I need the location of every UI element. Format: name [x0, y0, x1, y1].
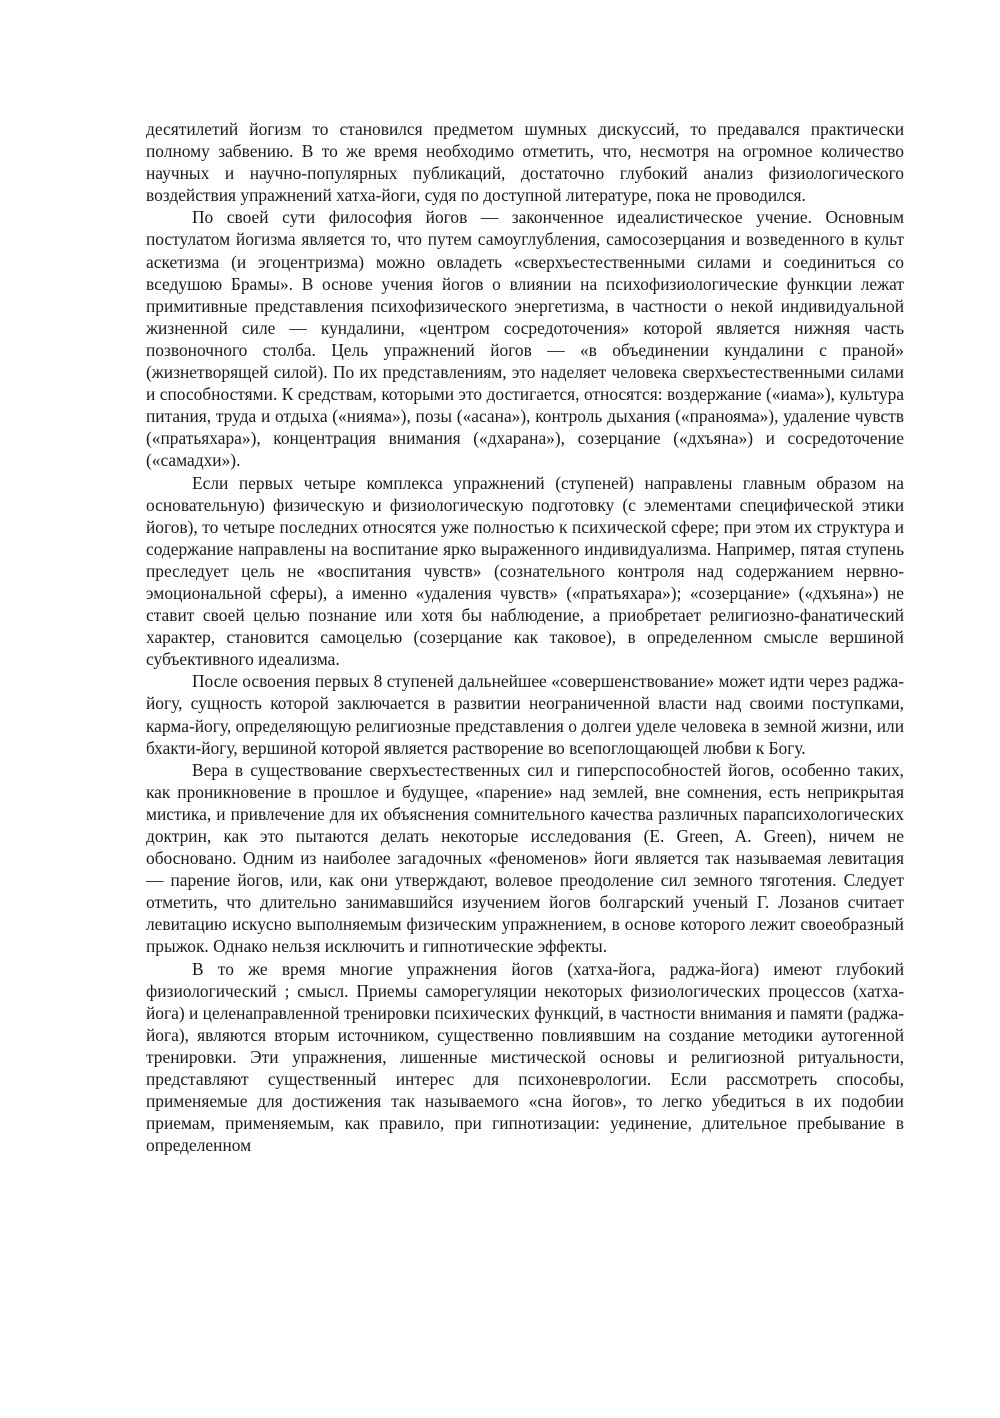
paragraph-2: По своей сути философия йогов — законченное идеалистическое учение. Основным постулатом йогизма является то, что путем самоуглубления, самосозерцания и возведенного в культ аскетизма (и эгоцентризма) можно овладеть «сверхъестественными силами и соединиться со вседушою Брамы». В основе учения йогов о влиянии на психофизиологические функции лежат примитивные представления психофизического энергетизма, в частности о некой индивидуальной жизненной силе — кундалини, «центром сосредоточения» которой является нижняя часть позвоночного столба. Цель упражнений йогов — «в объединении кундалини с праной» (жизнетворящей силой). По их представлениям, это наделяет человека сверхъестественными силами и способностями. К средствам, которыми это достигается, относятся: воздержание («иама»), культура питания, труда и отдыха («нияма»), позы («асана»), контроль дыхания («пранояма»), удаление чувств («пратьяхара»), концентрация внимания («дхарана»), созерцание («дхъяна») и сосредоточение («самадхи»). — [146, 207, 904, 471]
paragraph-1: десятилетий йогизм то становился предметом шумных дискуссий, то предавался практически полному забвению. В то же время необходимо отметить, что, несмотря на огромное количество научных и научно-популярных публикаций, достаточно глубокий анализ физиологического воздействия упражнений хатха-йоги, судя по доступной литературе, пока не проводился. — [146, 119, 904, 206]
paragraph-3: Если первых четыре комплекса упражнений (ступеней) направлены главным образом на основательную) физическую и физиологическую подготовку (с элементами специфической этики йогов), то четыре последних относятся уже полностью к психической сфере; при этом их структура и содержание направлены на воспитание ярко выраженного индивидуализма. Например, пятая ступень преследует цель не «воспитания чувств» (сознательного контроля над содержанием нервно-эмоциональной сферы), а именно «удаления чувств» («пратьяхара»); «созерцание» («дхъяна») не ставит своей целью познание или хотя бы наблюдение, а приобретает религиозно-фанатический характер, становится самоцелью (созерцание как таковое), в определенном смысле вершиной субъективного идеализма. — [146, 472, 904, 670]
body-text — [146, 118, 904, 1156]
paragraph-5: Вера в существование сверхъестественных сил и гиперспособностей йогов, особенно таких, как проникновение в прошлое и будущее, «парение» над землей, вне сомнения, есть неприкрытая мистика, и привлечение для их объяснения сомнительного качества различных парапсихологических доктрин, как это пытаются делать некоторые исследования (E. Green, A. Green), ничем не обосновано. Одним из наиболее загадочных «феноменов» йоги является так называемая левитация — парение йогов, или, как они утверждают, волевое преодоление сил земного тяготения. Следует отметить, что длительно занимавшийся изучением йогов болгарский ученый Г. Лозанов считает левитацию искусно выполняемым физическим упражнением, в основе которого лежит своеобразный прыжок. Однако нельзя исключить и гипнотические эффекты. — [146, 759, 904, 957]
paragraph-4: После освоения первых 8 ступеней дальнейшее «совершенствование» может идти через раджа-йогу, сущность которой заключается в развитии неограниченной власти над своими поступками, карма-йогу, определяющую религиозные представления о долгеи уделе человека в земной жизни, или бхакти-йогу, вершиной которой является растворение во всепоглощающей любви к Богу. — [146, 671, 904, 758]
paragraph-6: В то же время многие упражнения йогов (хатха-йога, раджа-йога) имеют глубокий физиологический ; смысл. Приемы саморегуляции некоторых физиологических процессов (хатха-йога) и целенаправленной тренировки психических функций, в частности внимания и памяти (раджа-йога), являются вторым источником, существенно повлиявшим на создание методики аутогенной тренировки. Эти упражнения, лишенные мистической основы и религиозной ритуальности, представляют существенный интерес для психоневрологии. Если рассмотреть способы, применяемые для достижения так называемого «сна йогов», то легко убедиться в их подобии приемам, применяемым, как правило, при гипнотизации: уединение, длительное пребывание в определенном — [146, 958, 904, 1156]
